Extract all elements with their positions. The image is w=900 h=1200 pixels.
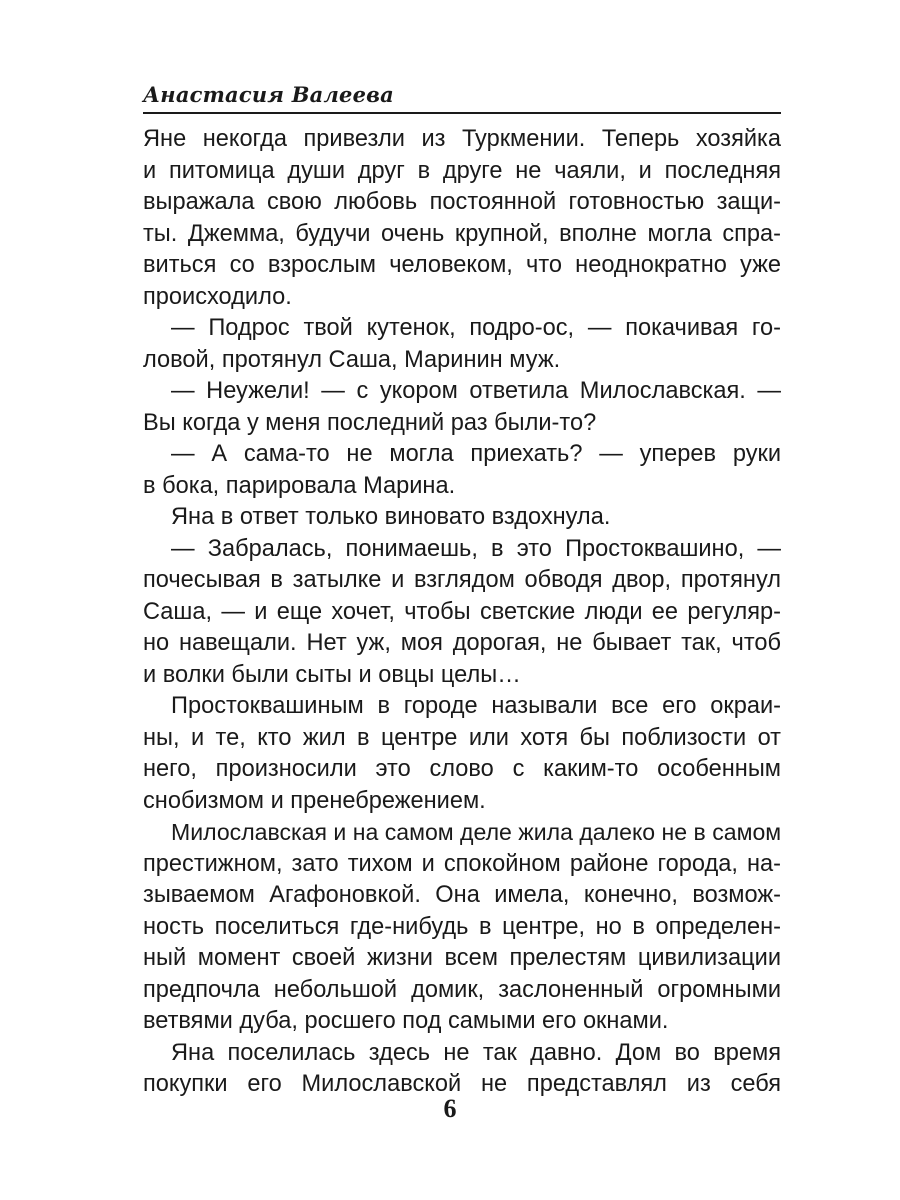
text-line: снобизмом и пренебрежением. bbox=[143, 787, 486, 814]
text-line: предпочла небольшой домик, заслоненный огромными bbox=[143, 976, 781, 1003]
text-line: покупки его Милославской не представлял из себя bbox=[143, 1071, 781, 1097]
text-line: Простоквашиным в городе называли все его окраи- bbox=[171, 693, 781, 719]
text-line: почесывая в затылке и взглядом обводя двор, протянул bbox=[143, 567, 781, 593]
text-line: и питомица души друг в друге не чаяли, и последняя bbox=[143, 157, 781, 184]
text-line: ветвями дуба, росшего под самыми его окнами. bbox=[143, 1008, 669, 1034]
text-line: него, произносили это слово с каким-то особенным bbox=[143, 756, 781, 782]
text-line: — Забралась, понимаешь, в это Простоквашино, — bbox=[171, 535, 781, 562]
text-line: — А сама-то не могла приехать? — уперев руки bbox=[171, 441, 781, 467]
text-line: и волки были сыты и овцы целы… bbox=[143, 661, 521, 688]
text-line: — Подрос твой кутенок, подро-ос, — покачивая го- bbox=[171, 315, 781, 341]
text-line: — Неужели! — с укором ответила Милославская. — bbox=[171, 378, 781, 404]
text-line: выражала свою любовь постоянной готовностью защи- bbox=[143, 189, 781, 215]
page-text-body bbox=[143, 124, 781, 1101]
text-line: но навещали. Нет уж, моя дорогая, не бывает так, чтоб bbox=[143, 630, 781, 656]
text-line: в бока, парировала Марина. bbox=[143, 472, 456, 499]
text-line: Саша, — и еще хочет, чтобы светские люди ее регуляр- bbox=[143, 598, 781, 625]
text-line: ты. Джемма, будучи очень крупной, вполне могла спра- bbox=[143, 220, 781, 247]
text-line: ловой, протянул Саша, Маринин муж. bbox=[143, 346, 561, 373]
text-line: Милославская и на самом деле жила далеко не в самом bbox=[171, 819, 782, 845]
text-line: Яна в ответ только виновато вздохнула. bbox=[171, 504, 611, 530]
text-line: престижном, зато тихом и спокойном районе города, на- bbox=[143, 850, 781, 877]
text-line: Яна поселилась здесь не так давно. Дом во время bbox=[171, 1039, 781, 1066]
running-header bbox=[143, 76, 781, 114]
text-line: виться со взрослым человеком, что неоднократно уже bbox=[143, 252, 781, 278]
text-line: ны, и те, кто жил в центре или хотя бы поблизости от bbox=[143, 724, 781, 751]
text-line: ный момент своей жизни всем прелестям цивилизации bbox=[143, 945, 781, 971]
text-line: происходило. bbox=[143, 283, 292, 310]
header-author-name: Анастасия Валеева bbox=[143, 82, 394, 107]
text-line: зываемом Агафоновкой. Она имела, конечно, возмож- bbox=[143, 882, 781, 908]
page-number: 6 bbox=[443, 1094, 457, 1123]
text-line: ность поселиться где-нибудь в центре, но в определен- bbox=[143, 913, 781, 940]
text-line: Яне некогда привезли из Туркмении. Теперь хозяйка bbox=[143, 126, 781, 152]
text-line: Вы когда у меня последний раз были-то? bbox=[143, 409, 597, 436]
